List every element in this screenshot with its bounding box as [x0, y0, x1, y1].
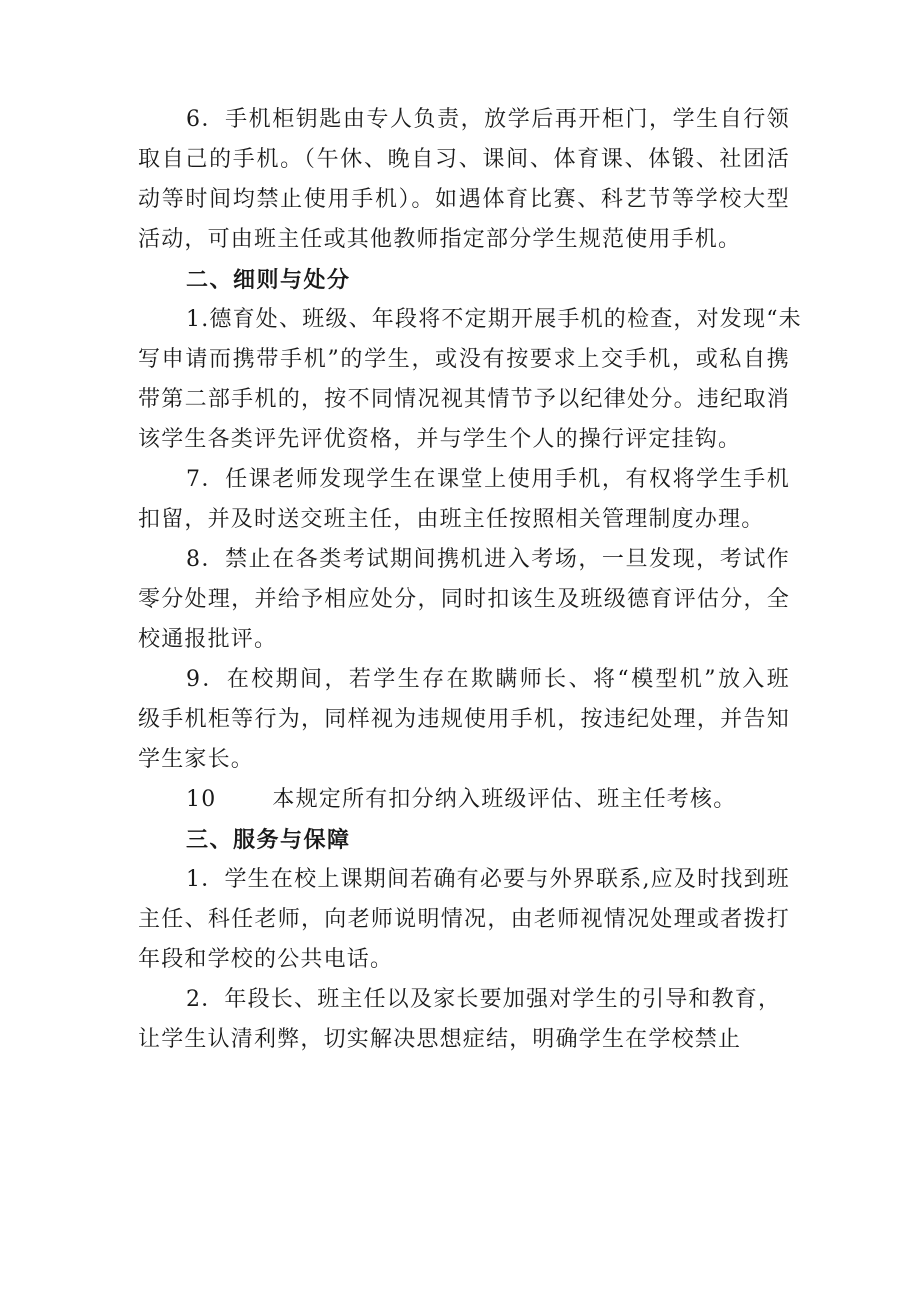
section-heading-rules: [138, 260, 790, 300]
paragraph-item-3-1: [138, 860, 790, 980]
section-heading: 二、细则与处分: [186, 267, 351, 293]
text-line: 6．手机柜钥匙由专人负责，放学后再开柜门，学生自行领: [186, 107, 790, 132]
paragraph-item-6: [138, 100, 790, 260]
text-line: 1.德育处、班级、年段将不定期开展手机的检查，对发现“未: [186, 307, 802, 332]
text-line: 8．禁止在各类考试期间携机进入考场，一旦发现，考试作: [186, 547, 790, 572]
document-page: [138, 100, 802, 1060]
text-line: 1．学生在校上课期间若确有必要与外界联系,应及时找到班: [186, 867, 790, 892]
text-line: 零分处理，并给予相应处分，同时扣该生及班级德育评估分，全: [138, 587, 790, 612]
paragraph-item-3-2: [138, 980, 790, 1060]
text-line: 学生家长。: [138, 747, 255, 772]
text-line: 9．在校期间，若学生存在欺瞒师长、将“模型机”放入班: [186, 667, 790, 692]
paragraph-item-9: [138, 660, 790, 780]
text-line: 写申请而携带手机”的学生，或没有按要求上交手机，或私自携: [138, 347, 790, 372]
paragraph-item-2-1: [138, 300, 802, 460]
text-line: 动等时间均禁止使用手机）。如遇体育比赛、科艺节等学校大型: [138, 187, 790, 212]
text-line: 年段和学校的公共电话。: [138, 947, 394, 972]
paragraph-item-10: [138, 780, 790, 820]
text-line: [138, 780, 790, 820]
text-line: 扣留，并及时送交班主任，由班主任按照相关管理制度办理。: [138, 507, 765, 532]
text-line: 级手机柜等行为，同样视为违规使用手机，按违纪处理，并告知: [138, 707, 790, 732]
text-line: 该学生各类评先评优资格，并与学生个人的操行评定挂钩。: [138, 427, 742, 452]
text-line: 校通报批评。: [138, 627, 278, 652]
text-line: 活动，可由班主任或其他教师指定部分学生规范使用手机。: [138, 227, 742, 252]
paragraph-item-7: [138, 460, 790, 540]
text-line: 7．任课老师发现学生在课堂上使用手机，有权将学生手机: [186, 467, 790, 492]
item-number: 10: [186, 787, 217, 812]
section-heading: 三、服务与保障: [186, 827, 351, 853]
text-line: 带第二部手机的，按不同情况视其情节予以纪律处分。违纪取消: [138, 387, 790, 412]
text-line: 主任、科任老师，向老师说明情况，由老师视情况处理或者拨打: [138, 907, 790, 932]
text-line: 让学生认清利弊，切实解决思想症结，明确学生在学校禁止: [138, 1027, 742, 1052]
paragraph-item-8: [138, 540, 790, 660]
item-text: 本规定所有扣分纳入班级评估、班主任考核。: [272, 787, 737, 812]
text-line: 取自己的手机。（午休、晚自习、课间、体育课、体锻、社团活: [138, 147, 790, 172]
section-heading-service: [138, 820, 790, 860]
text-line: 2．年段长、班主任以及家长要加强对学生的引导和教育，: [186, 987, 782, 1012]
